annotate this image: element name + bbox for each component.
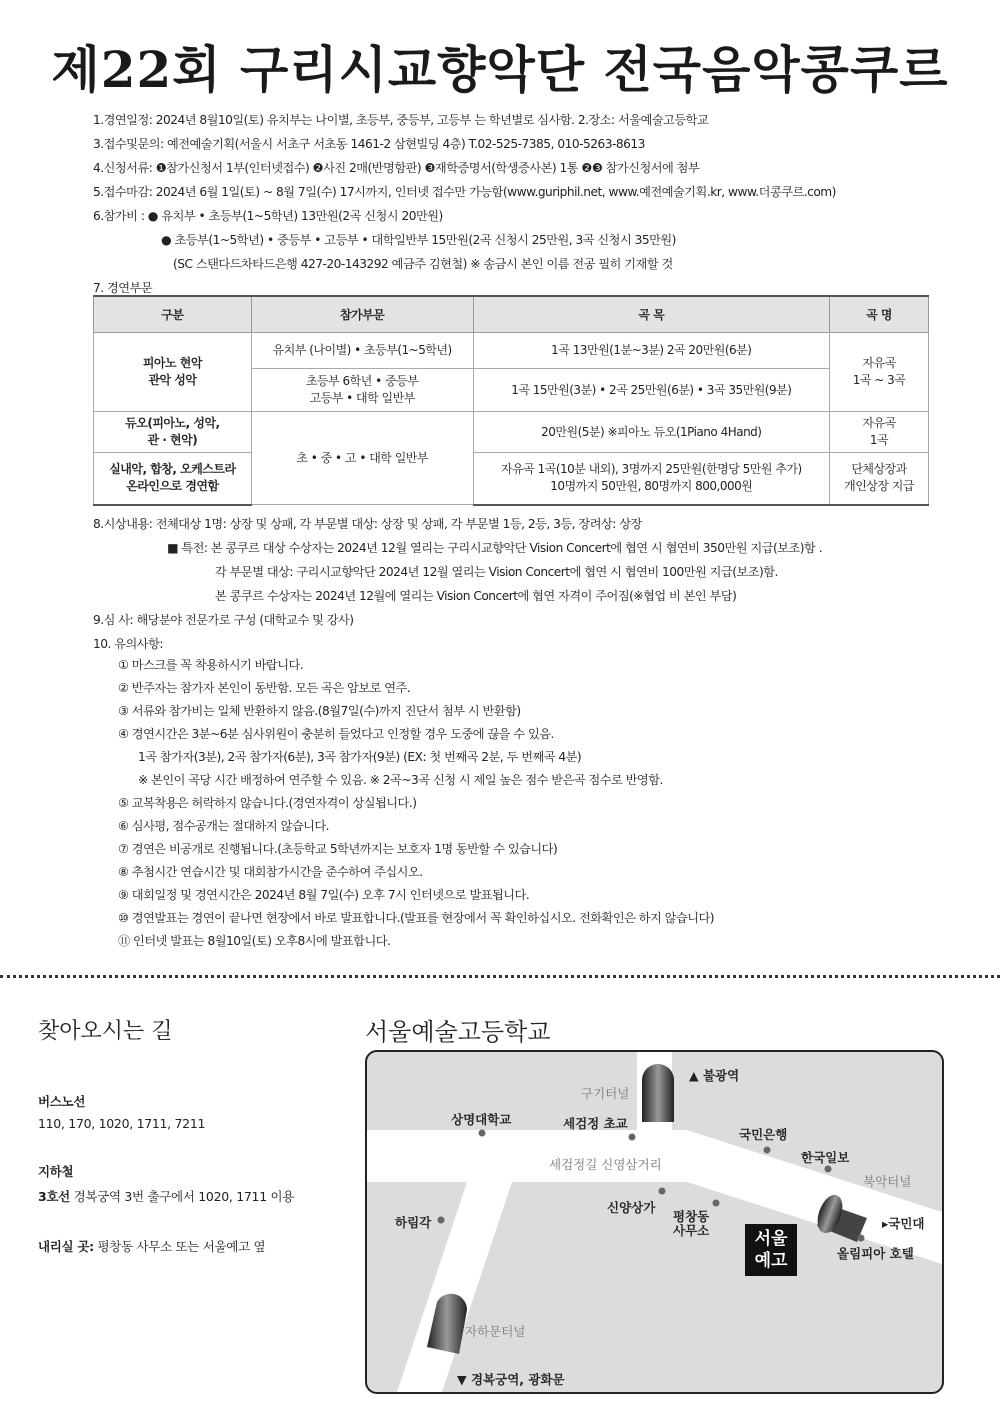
list-item: ⑥ 심사평, 점수공개는 절대하지 않습니다. <box>118 819 330 833</box>
map-label-sangmyung: 상명대학교 <box>451 1112 512 1127</box>
song-cell: 20만원(5분) ※피아노 듀오(1Piano 4Hand) <box>473 412 830 453</box>
map-label-jaha: 자하문터널 <box>465 1324 526 1339</box>
part-cell: 유치부 (나이별) • 초등부(1~5학년) <box>251 333 473 369</box>
map-label-gyeongbok: ▼ 경복궁역, 광화문 <box>457 1372 565 1387</box>
list-item: ③ 서류와 참가비는 일체 반환하지 않음.(8월7일(수)까지 진단서 첨부 시 반환함) <box>118 704 521 718</box>
song-cell: 1곡 13만원(1분~3분) 2곡 20만원(6분) <box>473 333 830 369</box>
table-header: 곡 명 <box>830 296 929 333</box>
info-line-deadline: 5.접수마감: 2024년 6월 1일(토) ~ 8월 7일(수) 17시까지, 인터넷 접수만 가능함(www.guriphil.net, www.예전예술기획.kr, www.더콩쿠르.com) <box>93 185 836 199</box>
table-header: 참가부문 <box>251 296 473 333</box>
list-item: 1곡 참가자(3분), 2곡 참가자(6분), 3곡 참가자(9분) (EX: 첫 번째곡 2분, 두 번째곡 4분) <box>138 750 582 764</box>
info-section <box>93 108 953 300</box>
part-cell: 초등부 6학년 • 중등부 고등부 • 대학 일반부 <box>251 369 473 412</box>
table-row <box>94 453 929 505</box>
info-line-bank: (SC 스탠다드차타드은행 427-20-143292 예금주 김현철) ※ 송금시 본인 이름 전공 필히 기재할 것 <box>173 257 673 271</box>
award-benefit-line: ■ 특전: 본 콩쿠르 대상 수상자는 2024년 12월 열리는 구리시교향악단 Vision Concert에 협연 시 협연비 350만원 지급(보조)함 . <box>167 541 823 555</box>
award-section <box>93 512 973 656</box>
map-label-sinyang: 신양상가 <box>607 1200 656 1215</box>
map-roads <box>367 1052 942 1392</box>
table-header-row <box>94 296 929 333</box>
bus-label: 버스노선 <box>38 1094 86 1109</box>
notes-list <box>118 654 978 953</box>
map-label-olympia: 올림피아 호텔 <box>837 1246 914 1261</box>
list-item: ⑤ 교복착용은 허락하지 않습니다.(경연자격이 상실됩니다.) <box>118 796 417 810</box>
list-item: ⑦ 경연은 비공개로 진행됩니다.(초등학교 5학년까지는 보호자 1명 동반할 수 있습니다) <box>118 842 558 856</box>
subway-value: 3호선 경복궁역 3번 출구에서 1020, 1711 이용 <box>38 1189 295 1204</box>
table-header: 구분 <box>94 296 252 333</box>
award-line: 8.시상내용: 전체대상 1명: 상장 및 상패, 각 부문별 대상: 상장 및 상패, 각 부문별 1등, 2등, 3등, 장려상: 상장 <box>93 517 642 531</box>
table-row <box>94 412 929 453</box>
map-school-marker: 서울 예고 <box>745 1224 797 1276</box>
list-item: ⑧ 추첨시간 연습시간 및 대회참가시간을 준수하여 주십시오. <box>118 865 423 879</box>
map-label-harim: 하림각 <box>395 1215 432 1230</box>
piece-cell: 자유곡 1곡 ~ 3곡 <box>830 333 929 412</box>
map-label-pyeongchang: 평창동 사무소 <box>673 1209 710 1238</box>
list-item: ⑩ 경연발표는 경연이 끝나면 현장에서 바로 발표합니다.(발표를 현장에서 꼭 확인하십시오. 전화확인은 하지 않습니다) <box>118 911 715 925</box>
table-header: 곡 목 <box>473 296 830 333</box>
info-line-documents: 4.신청서류: ❶참가신청서 1부(인터넷접수) ❷사진 2매(반명함판) ❸재학증명서(학생증사본) 1통 ❷❸ 참가신청서에 첨부 <box>93 161 700 175</box>
tunnel-icon <box>642 1064 674 1122</box>
list-item: ④ 경연시간은 3분~6분 심사위원이 충분히 들었다고 인정할 경우 도중에 끊을 수 있음. <box>118 727 554 741</box>
song-cell: 1곡 15만원(3분) • 2곡 25만원(6분) • 3곡 35만원(9분) <box>473 369 830 412</box>
info-line-fee: 6.참가비 : ● 유치부 • 초등부(1~5학년) 13만원(2곡 신청시 20만원) <box>93 209 443 223</box>
category-ensemble: 실내악, 합창, 오케스트라 온라인으로 경연함 <box>94 453 252 505</box>
map-label-segeomjeong-school: 세검정 초교 <box>563 1116 628 1131</box>
map-label-crossroad: 세검정길 신영삼거리 <box>549 1157 662 1172</box>
list-item: ① 마스크를 꼭 착용하시기 바랍니다. <box>118 658 304 672</box>
stop-value: 내리실 곳: 평창동 사무소 또는 서울예고 옆 <box>38 1239 266 1254</box>
bus-value: 110, 170, 1020, 1711, 7211 <box>38 1116 206 1131</box>
piece-cell: 단체상장과 개인상장 지급 <box>830 453 929 505</box>
map-title: 서울예술고등학교 <box>365 1018 551 1046</box>
table-row <box>94 333 929 369</box>
piece-cell: 자유곡 1곡 <box>830 412 929 453</box>
category-piano: 피아노 현악 관악 성악 <box>94 333 252 412</box>
info-line-section-heading: 7. 경연부문 <box>93 281 153 295</box>
part-cell: 초 • 중 • 고 • 대학 일반부 <box>251 412 473 505</box>
page-title: 제22회 구리시교향악단 전국음악콩쿠르 <box>51 40 949 99</box>
info-line-schedule: 1.경연일정: 2024년 8월10일(토) 유치부는 나이별, 초등부, 중등부, 고등부 는 학년별로 심사함. 2.장소: 서울예술고등학교 <box>93 113 709 127</box>
map-label-kookmin-bank: 국민은행 <box>739 1127 788 1142</box>
judges-line: 9.심 사: 해당분야 전문가로 구성 (대학교수 및 강사) <box>93 613 354 627</box>
list-item: ② 반주자는 참가자 본인이 동반함. 모든 곡은 암보로 연주. <box>118 681 411 695</box>
dotted-divider <box>0 975 1000 978</box>
award-benefit-line: 본 콩쿠르 수상자는 2024년 12월에 열리는 Vision Concert에 협연 자격이 주어짐(※협업 비 본인 부담) <box>215 589 737 603</box>
info-line-contact: 3.접수및문의: 예전예술기획(서울시 서초구 서초동 1461-2 삼현빌딩 4층) T.02-525-7385, 010-5263-8613 <box>93 137 645 151</box>
location-map <box>365 1050 944 1394</box>
map-label-hankook: 한국일보 <box>801 1150 850 1165</box>
category-duo: 듀오(피아노, 성악, 관 · 현악) <box>94 412 252 453</box>
map-label-kookmin-univ: ▸국민대 <box>882 1216 925 1231</box>
list-item: ⑪ 인터넷 발표는 8월10일(토) 오후8시에 발표합니다. <box>118 934 391 948</box>
list-item: ※ 본인이 곡당 시간 배정하여 연주할 수 있음. ※ 2곡~3곡 신청 시 제일 높은 점수 받은곡 점수로 반영함. <box>138 773 663 787</box>
song-cell: 자유곡 1곡(10분 내외), 3명까지 25만원(한명당 5만원 추가) 10명까지 50만원, 80명까지 800,000원 <box>473 453 830 505</box>
award-benefit-line: 각 부문별 대상: 구리시교향악단 2024년 12월 열리는 Vision Concert에 협연 시 협연비 100만원 지급(보조)함. <box>215 565 778 579</box>
subway-label: 지하철 <box>38 1164 74 1179</box>
map-label-bulgwang: ▲ 불광역 <box>689 1068 740 1083</box>
competition-table <box>93 295 929 506</box>
notes-heading: 10. 유의사항: <box>93 637 163 651</box>
directions-title: 찾아오시는 길 <box>38 1019 173 1044</box>
info-line-fee-2: ● 초등부(1~5학년) • 중등부 • 고등부 • 대학일반부 15만원(2곡 신청시 25만원, 3곡 신청시 35만원) <box>161 233 676 247</box>
map-label-bukak: 북악터널 <box>863 1174 912 1189</box>
map-label-gugi: 구기터널 <box>581 1086 630 1101</box>
list-item: ⑨ 대회일정 및 경연시간은 2024년 8월 7일(수) 오후 7시 인터넷으로 발표됩니다. <box>118 888 530 902</box>
